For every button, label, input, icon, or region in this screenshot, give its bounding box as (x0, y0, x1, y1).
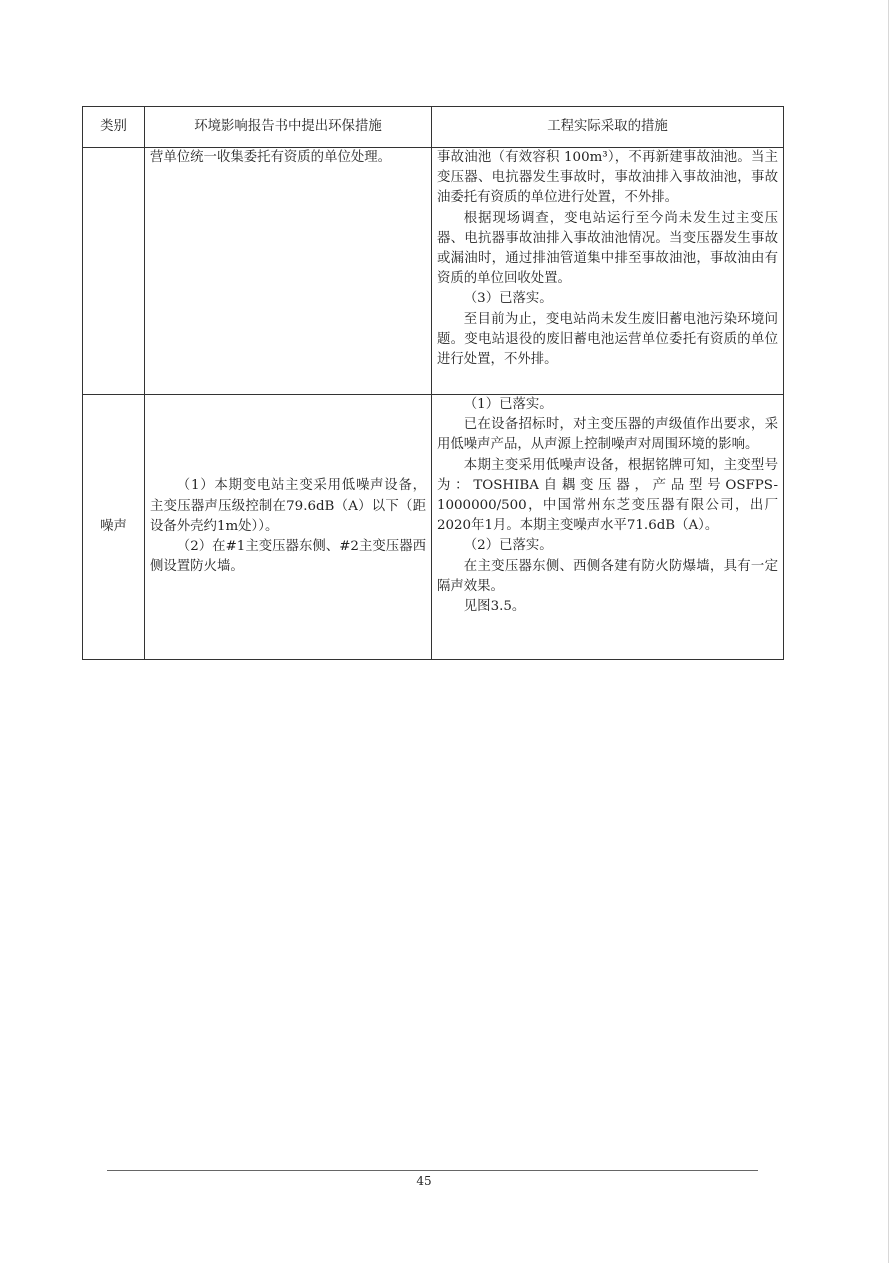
footer-divider (107, 1170, 758, 1171)
page-number: 45 (416, 1174, 432, 1188)
actual-cell (432, 395, 784, 660)
paragraph: （2）在#1主变压器东侧、#2主变压器西侧设置防火墙。 (150, 539, 426, 575)
paragraph: 本期主变采用低噪声设备，根据铭牌可知，主变型号为：TOSHIBA自耦变压器，产品型号OSFPS-1000000/500，中国常州东芝变压器有限公司，出厂2020年1月。本期主变噪声水平71.6dB（A）。 (437, 457, 778, 534)
paragraph: （1）已落实。 (463, 397, 553, 412)
paragraph: 见图3.5。 (463, 599, 526, 615)
header-actual-measures: 工程实际采取的措施 (432, 107, 784, 148)
table-row (83, 148, 784, 395)
proposed-cell (145, 395, 432, 660)
paragraph: 营单位统一收集委托有资质的单位处理。 (150, 150, 392, 165)
paragraph: 在主变压器东侧、西侧各建有防火防爆墙，具有一定隔声效果。 (437, 558, 778, 594)
paragraph: （2）已落实。 (463, 538, 553, 554)
measures-table (82, 106, 784, 660)
paragraph: 至目前为止，变电站尚未发生废旧蓄电池污染环境问题。变电站退役的废旧蓄电池运营单位委托有资质的单位进行处置，不外排。 (437, 311, 778, 368)
paragraph: 已在设备招标时，对主变压器的声级值作出要求，采用低噪声产品，从声源上控制噪声对周围环境的影响。 (437, 417, 778, 453)
paragraph: 根据现场调查，变电站运行至今尚未发生过主变压器、电抗器事故油排入事故油池情况。当变压器发生事故或漏油时，通过排油管道集中排至事故油池，事故油由有资质的单位回收处置。 (437, 210, 778, 287)
paragraph: （1）本期变电站主变采用低噪声设备，主变压器声压级控制在79.6dB（A）以下（距设备外壳约1m处））。 (150, 478, 426, 534)
table-header-row (83, 107, 784, 148)
proposed-cell (145, 148, 432, 395)
header-proposed-measures: 环境影响报告书中提出环保措施 (145, 107, 432, 148)
paragraph: （3）已落实。 (463, 291, 553, 307)
category-cell (83, 148, 145, 395)
header-category: 类别 (83, 107, 145, 148)
actual-cell (432, 148, 784, 395)
paragraph: 事故油池（有效容积 100m³），不再新建事故油池。当主变压器、电抗器发生事故时，事故油排入事故油池，事故油委托有资质的单位进行处置，不外排。 (437, 150, 778, 206)
category-cell: 噪声 (83, 395, 145, 660)
page-edge (888, 0, 889, 1263)
table-row (83, 395, 784, 660)
